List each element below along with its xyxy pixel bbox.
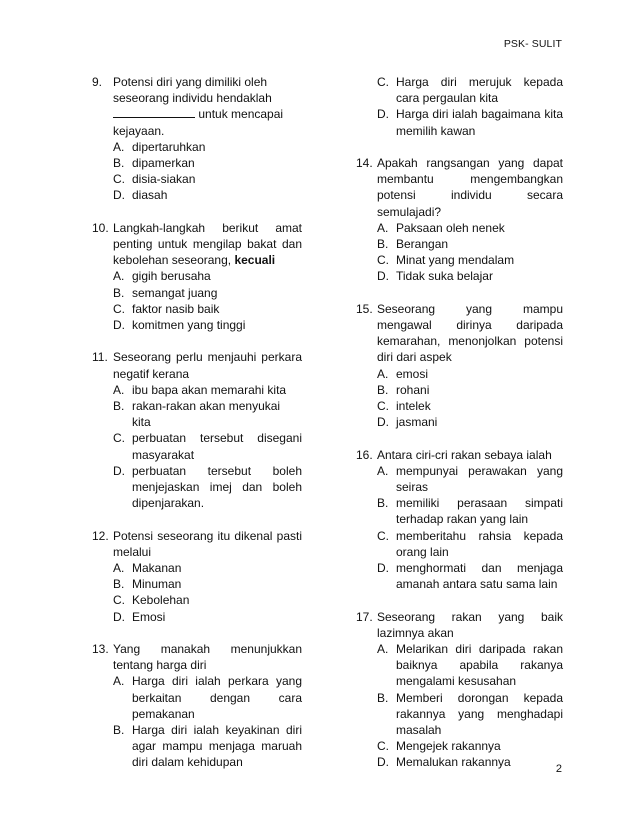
page-number: 2 bbox=[555, 763, 562, 775]
question-number: 12. bbox=[92, 528, 109, 543]
answer-blank bbox=[113, 106, 195, 118]
option-c: C. Minat yang mendalam bbox=[377, 253, 515, 268]
option-a: A. mempunyai perawakan yang seiras bbox=[377, 463, 563, 495]
question-text: Seseorang yang mampu mengawal dirinya daripada kemarahan, menonjolkan potensi diri dari aspek bbox=[377, 301, 563, 365]
right-column bbox=[356, 74, 563, 787]
option-a: A. ibu bapa akan memarahi kita bbox=[113, 382, 287, 397]
option-d: D. Harga diri ialah bagaimana kita memilih kawan bbox=[377, 107, 563, 138]
question-number: 14. bbox=[356, 156, 373, 170]
option-c: C. intelek bbox=[377, 399, 431, 414]
option-b: B. dipamerkan bbox=[113, 156, 195, 171]
question-16 bbox=[356, 447, 563, 593]
question-number: 15. bbox=[356, 301, 373, 316]
question-text: Apakah rangsangan yang dapat membantu mengembangkan potensi individu secara semulajadi? bbox=[377, 156, 563, 219]
question-11 bbox=[92, 349, 302, 511]
page-header: PSK- SULIT bbox=[503, 38, 562, 50]
option-c: C. Mengejek rakannya bbox=[377, 739, 501, 754]
question-number: 13. bbox=[92, 642, 109, 657]
question-text: Yang manakah menunjukkan tentang harga diri bbox=[113, 642, 302, 673]
question-text: Langkah-langkah berikut amat penting untuk mengilap bakat dan kebolehan seseorang, kecuali bbox=[113, 220, 302, 268]
option-a: A. Paksaan oleh nenek bbox=[377, 220, 505, 235]
option-d: D. Memalukan rakannya bbox=[377, 755, 511, 770]
question-text: Potensi seseorang itu dikenal pasti melalui bbox=[113, 528, 302, 559]
question-text: Potensi diri yang dimiliki oleh seseorang individu hendaklah untuk mencapai kejayaan. bbox=[113, 75, 284, 138]
question-15 bbox=[356, 301, 563, 431]
option-b: B. semangat juang bbox=[113, 285, 218, 300]
question-text: Antara ciri-cri rakan sebaya ialah bbox=[377, 447, 552, 462]
question-17 bbox=[356, 609, 563, 771]
option-d: D. komitmen yang tinggi bbox=[113, 318, 246, 333]
option-b: B. rohani bbox=[377, 382, 430, 397]
question-14 bbox=[356, 155, 563, 285]
option-a: A. Harga diri ialah perkara yang berkaitan dengan cara pemakanan bbox=[113, 674, 302, 721]
option-b: B. rakan-rakan akan menyukai kita bbox=[113, 399, 281, 430]
option-c: C. disia-siakan bbox=[113, 172, 196, 187]
question-9 bbox=[92, 74, 302, 204]
option-a: A. Melarikan diri daripada rakan baiknya apabila rakanya mengalami kesusahan bbox=[377, 642, 563, 689]
option-a: A. gigih berusaha bbox=[113, 269, 211, 284]
option-d: D. Emosi bbox=[113, 609, 166, 624]
option-c: C. Harga diri merujuk kepada cara pergaulan kita bbox=[377, 75, 563, 106]
option-d: D. menghormati dan menjaga amanah antara satu sama lain bbox=[377, 561, 563, 592]
question-13 bbox=[92, 641, 302, 771]
option-b: B. Minuman bbox=[113, 577, 182, 592]
question-12 bbox=[92, 528, 302, 625]
question-number: 16. bbox=[356, 447, 373, 462]
option-a: A. Makanan bbox=[113, 561, 182, 576]
option-d: D. Tidak suka belajar bbox=[377, 269, 493, 284]
option-c: C. perbuatan tersebut disegani masyarakat bbox=[113, 431, 302, 462]
option-b: B. Memberi dorongan kepada rakannya yang menghadapi masalah bbox=[377, 690, 563, 738]
option-a: A. dipertaruhkan bbox=[113, 139, 206, 154]
option-c: C. Kebolehan bbox=[113, 593, 190, 608]
option-b: B. Berangan bbox=[377, 237, 449, 252]
option-c: C. faktor nasib baik bbox=[113, 301, 220, 316]
option-c: C. memberitahu rahsia kepada orang lain bbox=[377, 528, 563, 559]
option-a: A. emosi bbox=[377, 366, 429, 381]
emphasis-word: kecuali bbox=[234, 253, 276, 268]
question-text: Seseorang rakan yang baik lazimnya akan bbox=[377, 609, 563, 640]
question-number: 17. bbox=[356, 609, 373, 624]
question-text: Seseorang perlu menjauhi perkara negatif kerana bbox=[113, 350, 302, 381]
question-number: 11. bbox=[92, 350, 108, 365]
option-b: B. Harga diri ialah keyakinan diri agar mampu menjaga maruah diri dalam kehidupan bbox=[113, 723, 302, 770]
option-d: D. perbuatan tersebut boleh menjejaskan imej dan boleh dipenjarakan. bbox=[113, 463, 302, 511]
option-b: B. memiliki perasaan simpati terhadap rakan yang lain bbox=[377, 496, 563, 527]
option-d: D. diasah bbox=[113, 188, 168, 203]
question-number: 10. bbox=[92, 220, 109, 235]
left-column bbox=[92, 74, 302, 787]
option-d: D. jasmani bbox=[377, 415, 438, 430]
question-number: 9. bbox=[92, 75, 103, 89]
question-10 bbox=[92, 220, 302, 333]
question-13-continued bbox=[356, 74, 563, 139]
